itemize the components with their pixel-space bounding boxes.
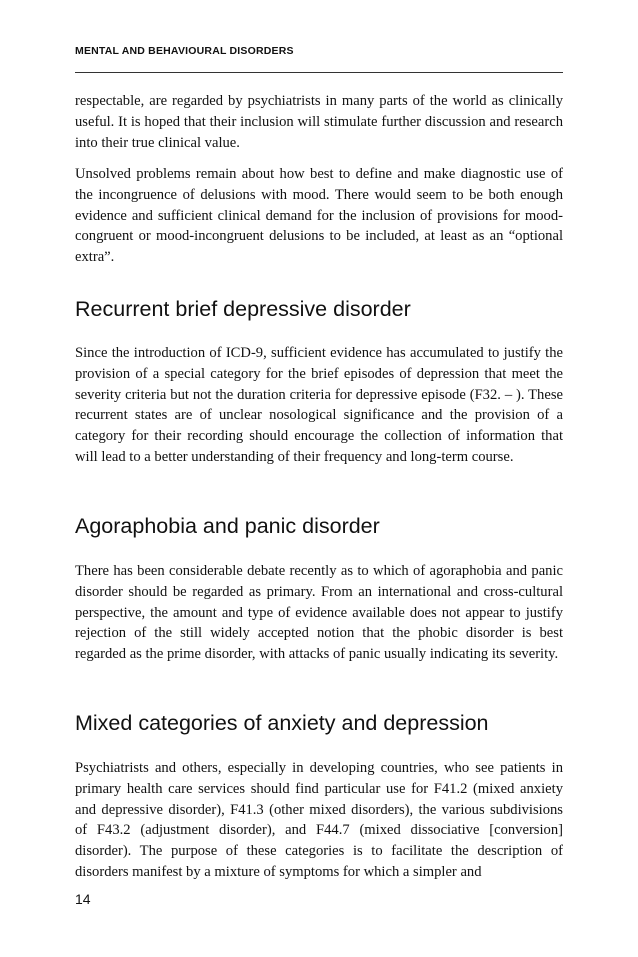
section-body-agoraphobia-panic: There has been considerable debate recently as to which of agoraphobia and panic disorder should be regarded as primary. From an international and cross-cultural perspective, the amount and type of evidence available does not appear to justify rejection of the still widely accepted notion that the phobic disorder is best regarded as the prime disorder, with attacks of panic usually indicating its severity. [75,563,563,663]
page-number: 14 [75,891,91,907]
section-body-mixed-anxiety-depression: Psychiatrists and others, especially in developing countries, who see patients in primary health care services should find particular use for F41.2 (mixed anxiety and depressive disorder), F41.3 (other mixed disorders), the various subdivisions of F43.2 (adjustment disorder), and F44.7 (mixed dissociative [conversion] disorder). The purpose of these categories is to facilitate the description of disorders manifest by a mixture of symptoms for which a simpler and [75,760,563,880]
section-body-recurrent-brief-depressive: Since the introduction of ICD-9, sufficient evidence has accumulated to justify the provision of a special category for the brief episodes of depression that meet the severity criteria but not the duration criteria for depressive episode (F32. – ). These recurrent states are of unclear nosological significance and the provision of a category for their recording should encourage the collection of information that will lead to a better understanding of their frequency and long-term course. [75,345,563,465]
header-rule [75,72,563,73]
section-heading-agoraphobia-panic: Agoraphobia and panic disorder [75,514,380,538]
section-heading-mixed-anxiety-depression: Mixed categories of anxiety and depression [75,711,489,735]
paragraph-mood-delusions: Unsolved problems remain about how best to define and make diagnostic use of the incongruence of delusions with mood. There would seem to be both enough evidence and sufficient clinical demand for the inclusion of provisions for mood-congruent or mood-incongruent delusions to be included, at least as an “optional extra”. [75,166,563,266]
paragraph-continued: respectable, are regarded by psychiatrists in many parts of the world as clinically useful. It is hoped that their inclusion will stimulate further discussion and research into their true clinical value. [75,93,563,151]
section-heading-recurrent-brief-depressive: Recurrent brief depressive disorder [75,297,411,321]
running-head: MENTAL AND BEHAVIOURAL DISORDERS [75,45,294,57]
